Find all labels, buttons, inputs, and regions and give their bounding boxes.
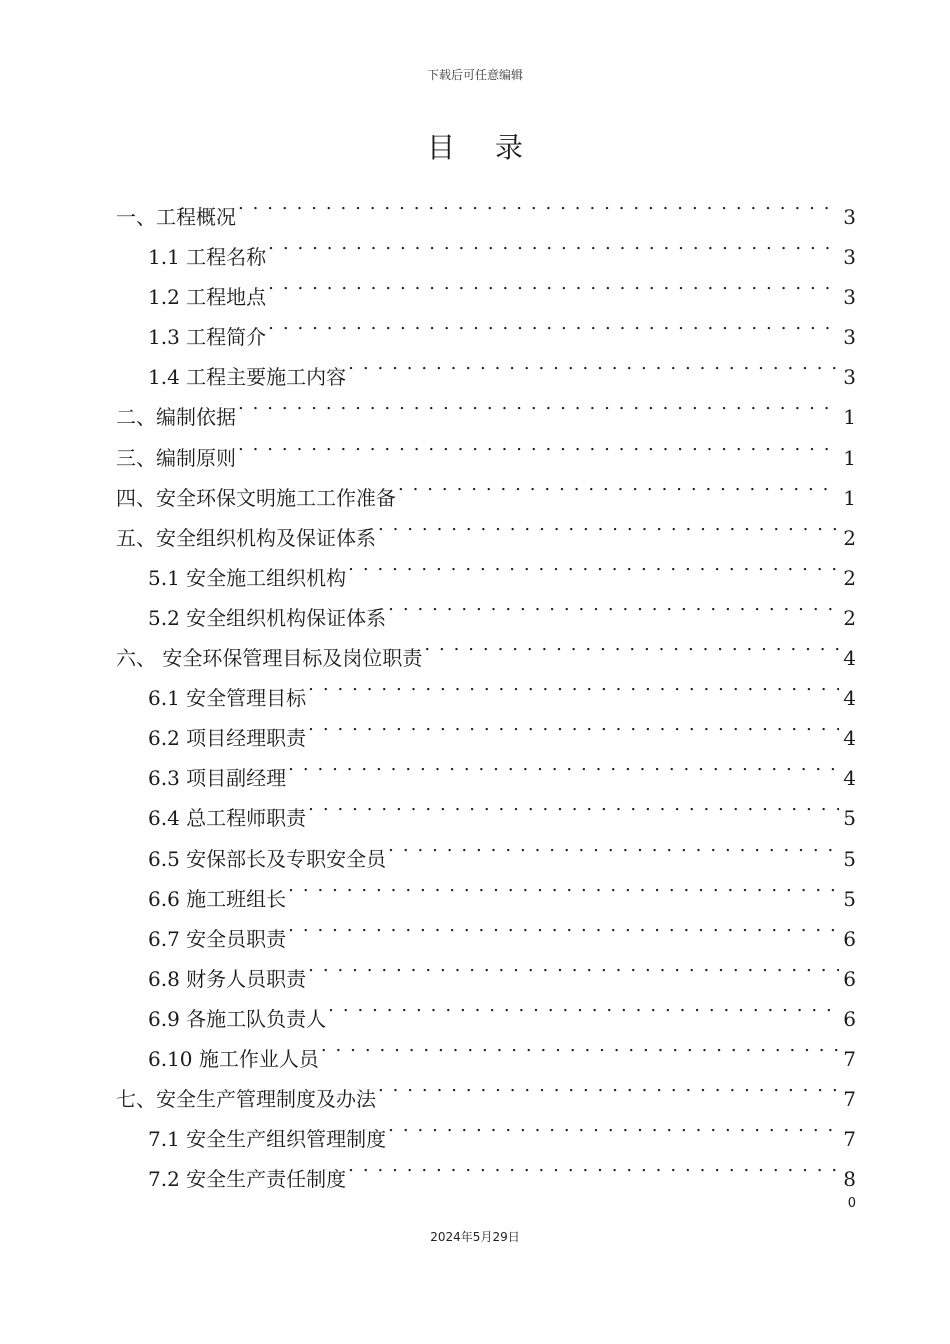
toc-dot-leader xyxy=(268,264,839,304)
toc-dot-leader xyxy=(308,665,839,705)
toc-entry-page: 6 xyxy=(843,966,856,991)
toc-entry-title: 1.1 工程名称 xyxy=(148,245,267,270)
toc-title: 目录 xyxy=(426,131,563,164)
toc-dot-leader xyxy=(288,745,839,785)
toc-entry-title: 6.10 施工作业人员 xyxy=(148,1046,319,1071)
toc-dot-leader xyxy=(238,184,839,224)
toc-entry-title: 6.8 财务人员职责 xyxy=(148,966,307,991)
toc-entry-page: 5 xyxy=(843,846,856,871)
toc-entry-page: 4 xyxy=(843,646,856,671)
toc-dot-leader xyxy=(308,705,839,745)
toc-entry-page: 3 xyxy=(843,365,856,390)
toc-entry-page: 6 xyxy=(843,926,856,951)
toc-dot-leader xyxy=(238,384,839,424)
toc-entry-title: 四、安全环保文明施工工作准备 xyxy=(116,485,396,510)
toc-entry-page: 4 xyxy=(843,686,856,711)
toc-dot-leader xyxy=(388,826,839,866)
toc-entry-page: 5 xyxy=(843,886,856,911)
toc-dot-leader xyxy=(348,344,839,384)
toc-dot-leader xyxy=(378,505,839,545)
toc-dot-leader xyxy=(424,625,839,665)
toc-entry-title: 7.2 安全生产责任制度 xyxy=(148,1167,347,1192)
toc-entry-title: 二、编制依据 xyxy=(116,405,236,430)
toc-entry-page: 1 xyxy=(843,485,856,510)
toc-entry-title: 6.6 施工班组长 xyxy=(148,886,287,911)
toc-entry-page: 3 xyxy=(843,245,856,270)
toc-dot-leader xyxy=(268,224,839,264)
toc-entry-title: 5.2 安全组织机构保证体系 xyxy=(148,605,387,630)
toc-entry-page: 2 xyxy=(843,525,856,550)
toc-entry-page: 2 xyxy=(843,605,856,630)
toc-entry-page: 3 xyxy=(843,325,856,350)
toc-entry-page: 3 xyxy=(843,285,856,310)
toc-entry-title: 1.4 工程主要施工内容 xyxy=(148,365,347,390)
toc-dot-leader xyxy=(288,906,839,946)
toc-dot-leader xyxy=(348,545,839,585)
toc-entry-title: 6.9 各施工队负责人 xyxy=(148,1006,327,1031)
toc-entry-title: 1.3 工程简介 xyxy=(148,325,267,350)
toc-entry-page: 4 xyxy=(843,766,856,791)
toc-dot-leader xyxy=(268,304,839,344)
toc-dot-leader xyxy=(378,1066,839,1106)
toc-entry[interactable] xyxy=(116,184,856,229)
toc-entry-title: 一、工程概况 xyxy=(116,205,236,229)
toc-dot-leader xyxy=(348,1146,839,1186)
toc-dot-leader xyxy=(388,585,839,625)
toc-entry-title: 1.2 工程地点 xyxy=(148,285,267,310)
toc-entry-title: 五、安全组织机构及保证体系 xyxy=(116,525,376,550)
toc-dot-leader xyxy=(328,986,839,1026)
toc-entry-title: 6.5 安保部长及专职安全员 xyxy=(148,846,387,871)
toc-entry-page: 4 xyxy=(843,726,856,751)
toc-entry-page: 1 xyxy=(843,405,856,430)
toc-entry-page: 7 xyxy=(843,1046,856,1071)
page-number: 0 xyxy=(847,1196,856,1211)
toc-dot-leader xyxy=(398,465,839,505)
page-footer-date: 2024年5月29日 xyxy=(430,1230,520,1244)
toc-entry-title: 七、安全生产管理制度及办法 xyxy=(116,1087,376,1112)
toc-dot-leader xyxy=(238,425,839,465)
table-of-contents xyxy=(116,184,856,1192)
toc-entry-page: 7 xyxy=(843,1087,856,1112)
toc-entry-page: 6 xyxy=(843,1006,856,1031)
toc-entry-page: 1 xyxy=(843,445,856,470)
toc-entry-page: 2 xyxy=(843,565,856,590)
toc-dot-leader xyxy=(288,866,839,906)
toc-entry-title: 6.7 安全员职责 xyxy=(148,926,287,951)
toc-dot-leader xyxy=(308,785,839,825)
toc-entry-title: 6.2 项目经理职责 xyxy=(148,726,307,751)
toc-entry-title: 6.4 总工程师职责 xyxy=(148,806,307,831)
toc-entry-title: 6.1 安全管理目标 xyxy=(148,686,307,711)
toc-entry-title: 三、编制原则 xyxy=(116,445,236,470)
toc-entry-title: 7.1 安全生产组织管理制度 xyxy=(148,1127,387,1152)
toc-entry-title: 六、 安全环保管理目标及岗位职责 xyxy=(116,646,423,671)
toc-entry-page: 7 xyxy=(843,1127,856,1152)
toc-entry-page: 3 xyxy=(843,205,856,229)
toc-entry-title: 6.3 项目副经理 xyxy=(148,766,287,791)
toc-entry-page: 8 xyxy=(843,1167,856,1192)
toc-entry-page: 5 xyxy=(843,806,856,831)
toc-entry-title: 5.1 安全施工组织机构 xyxy=(148,565,347,590)
toc-dot-leader xyxy=(308,946,839,986)
page-header: 下载后可任意编辑 xyxy=(426,68,523,82)
toc-dot-leader xyxy=(321,1026,839,1066)
toc-dot-leader xyxy=(388,1106,839,1146)
